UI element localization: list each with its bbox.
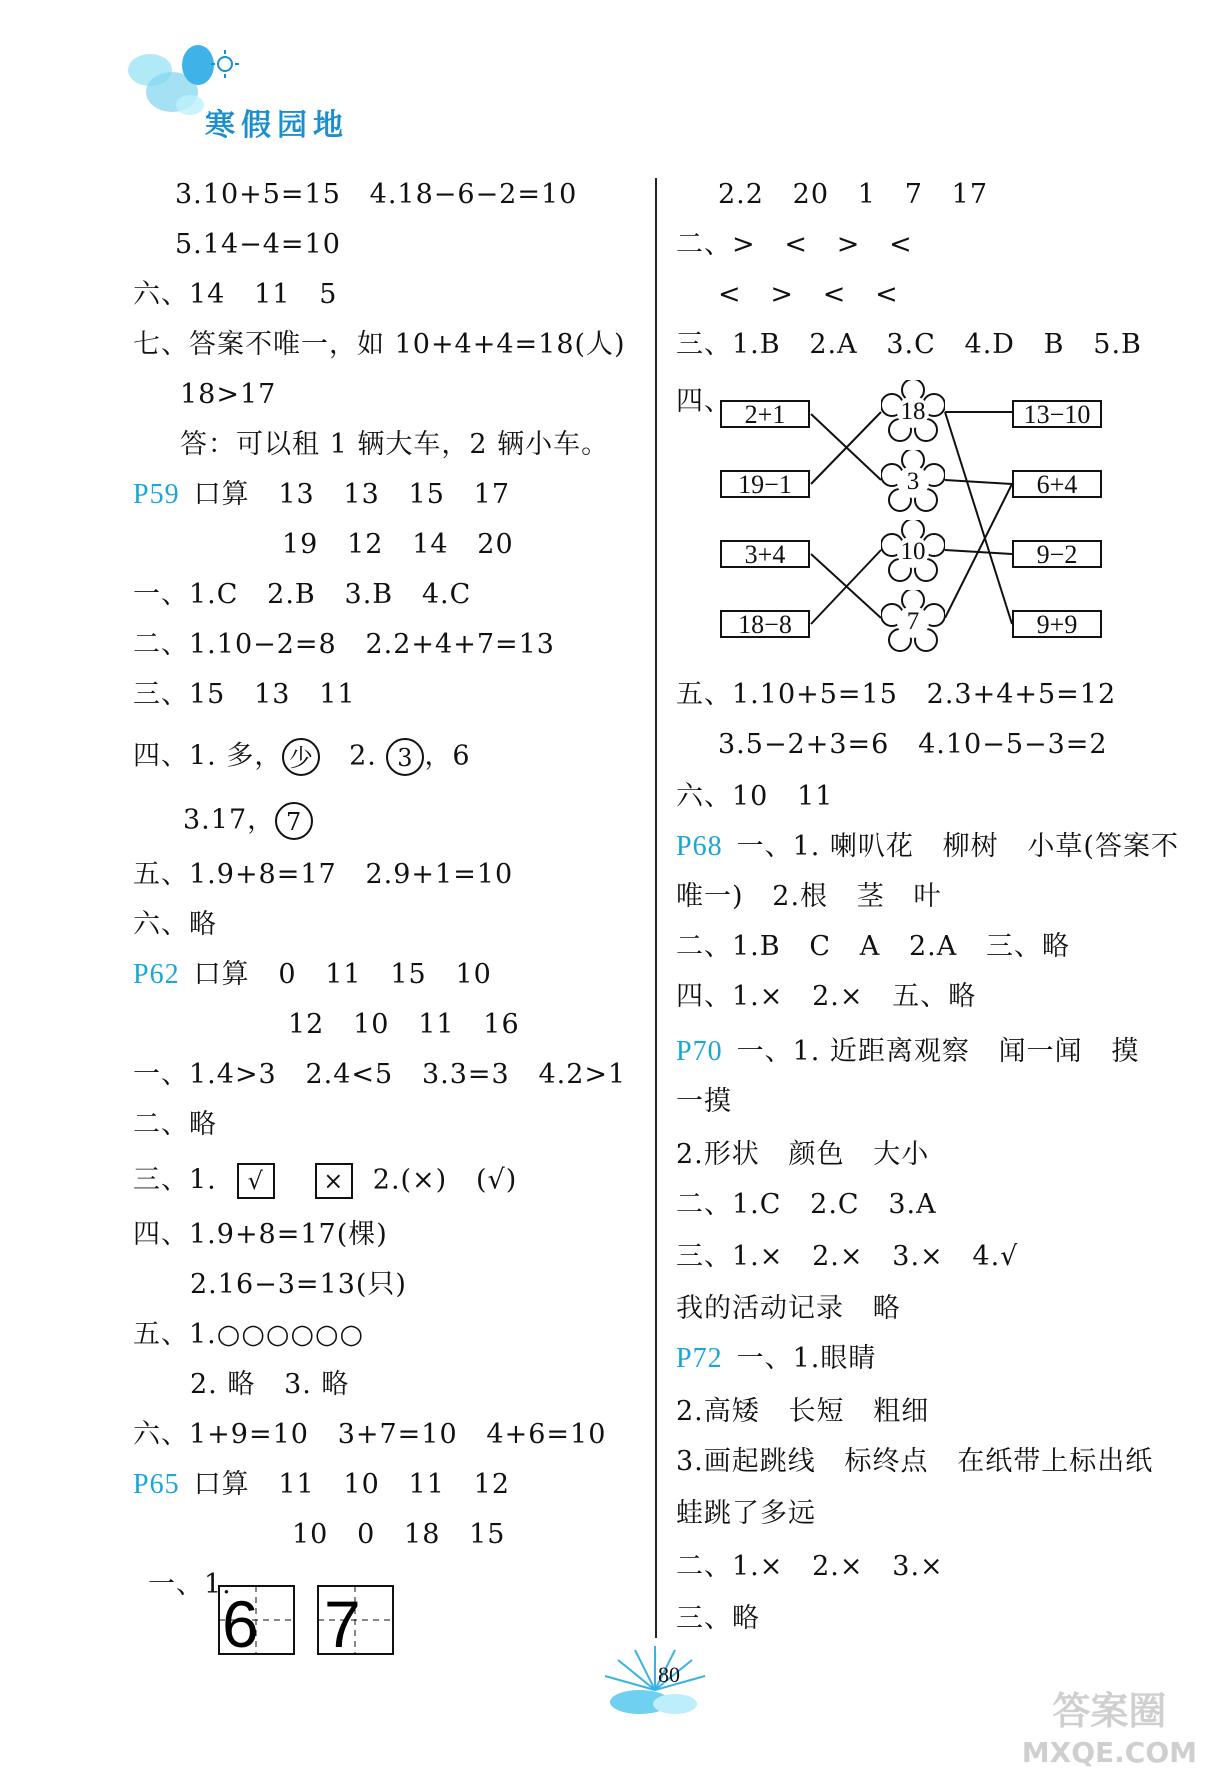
- answer-line: 二、1.B C A 2.A 三、略: [676, 931, 1071, 962]
- writing-grid: [218, 1585, 398, 1655]
- digit-seven: 7: [324, 1587, 361, 1655]
- answer-line: P62 口算 0 11 15 10: [133, 959, 492, 990]
- answer-line: 3.画起跳线 标终点 在纸带上标出纸: [676, 1446, 1154, 1477]
- circled-answer: 7: [275, 802, 313, 840]
- page-ref: P68: [676, 831, 723, 862]
- expression-box: 18−8: [720, 610, 810, 638]
- answer-line: 四、1. 多， 少 2. 3 ，6: [133, 738, 471, 776]
- answer-line: 三、1.× 2.× 3.× 4.√: [676, 1241, 1019, 1272]
- answer-line: 唯一) 2.根 茎 叶: [676, 881, 942, 912]
- page-ref: P70: [676, 1036, 723, 1067]
- expression-box: 13−10: [1012, 400, 1102, 428]
- answer-line: 答：可以租 1 辆大车，2 辆小车。: [180, 429, 610, 460]
- answer-line: 二、1.C 2.C 3.A: [676, 1189, 937, 1220]
- answer-line: 一、1.C 2.B 3.B 4.C: [133, 579, 472, 610]
- answer-line: 四、1.× 2.× 五、略: [676, 981, 977, 1012]
- expression-box: 9−2: [1012, 540, 1102, 568]
- answer-line: 三、1.B 2.A 3.C 4.D B 5.B: [676, 329, 1142, 360]
- page-number: 80: [658, 1662, 680, 1687]
- answer-line: 3.5−2+3=6 4.10−5−3=2: [718, 729, 1108, 760]
- answer-line: 12 10 11 16: [288, 1009, 520, 1040]
- circled-answer: 3: [386, 738, 424, 776]
- answer-line: 三、1. √ × 2.(×) (√): [133, 1163, 517, 1199]
- answer-line: 六、略: [133, 909, 217, 940]
- flower-icon: 3: [881, 450, 945, 514]
- flower-icon: 10: [881, 520, 945, 584]
- answer-line: 10 0 18 15: [292, 1519, 506, 1550]
- answer-line: 六、10 11: [676, 781, 834, 812]
- answer-line: 2.形状 颜色 大小: [676, 1139, 930, 1170]
- answer-line: 我的活动记录 略: [676, 1293, 901, 1324]
- answer-line: 二、1.10−2=8 2.2+4+7=13: [133, 629, 555, 660]
- answer-line: 蛙跳了多远: [676, 1498, 816, 1529]
- answer-line: 二、1.× 2.× 3.×: [676, 1551, 944, 1582]
- answer-line: 二、> < > <: [676, 229, 913, 260]
- page-ref: P62: [133, 959, 180, 990]
- expression-box: 3+4: [720, 540, 810, 568]
- answer-line: 四、: [676, 386, 732, 417]
- digit-six: 6: [222, 1587, 259, 1655]
- answer-line: 一摸: [676, 1086, 732, 1117]
- answer-line: 3.10+5=15 4.18−6−2=10: [175, 179, 578, 210]
- answer-line: 四、1.9+8=17(棵): [133, 1219, 388, 1250]
- expression-box: 6+4: [1012, 470, 1102, 498]
- answer-line: 2.高矮 长短 粗细: [676, 1396, 930, 1427]
- cross-box: ×: [315, 1163, 353, 1199]
- expression-box: 9+9: [1012, 610, 1102, 638]
- answer-line: 五、1.○○○○○○: [133, 1319, 365, 1350]
- answer-line: 5.14−4=10: [175, 229, 341, 260]
- page-ref: P65: [133, 1469, 180, 1500]
- flower-icon: 18: [881, 380, 945, 444]
- matching-lines: [0, 0, 1215, 700]
- answer-line: 2.16−3=13(只): [190, 1269, 407, 1300]
- flower-icon: 7: [881, 590, 945, 654]
- check-box: √: [237, 1163, 275, 1199]
- answer-line: 3.17， 7: [183, 802, 313, 840]
- answer-line: 五、1.10+5=15 2.3+4+5=12: [676, 679, 1117, 710]
- sun-ornament-icon: [580, 1640, 730, 1720]
- answer-line: P59 口算 13 13 15 17: [133, 479, 510, 510]
- answer-line: 2. 略 3. 略: [190, 1369, 350, 1400]
- answer-line: 三、15 13 11: [133, 679, 356, 710]
- answer-line: 二、略: [133, 1109, 217, 1140]
- answer-line: 七、答案不唯一，如 10+4+4=18(人): [133, 329, 626, 360]
- answer-line: 六、1+9=10 3+7=10 4+6=10: [133, 1419, 607, 1450]
- expression-box: 19−1: [720, 470, 810, 498]
- answer-line: 2.2 20 1 7 17: [718, 179, 988, 210]
- page-ref: P72: [676, 1343, 723, 1374]
- answer-line: < > < <: [718, 279, 899, 310]
- answer-line: P68 一、1. 喇叭花 柳树 小草(答案不: [676, 831, 1179, 862]
- answer-line: 一、1.4>3 2.4<5 3.3=3 4.2>1: [133, 1059, 627, 1090]
- answer-line: P70 一、1. 近距离观察 闻一闻 摸: [676, 1036, 1140, 1067]
- answer-line: 一、1.: [148, 1569, 232, 1600]
- answer-line: 五、1.9+8=17 2.9+1=10: [133, 859, 514, 890]
- answer-line: 19 12 14 20: [282, 529, 514, 560]
- header-title: 寒假园地: [205, 108, 349, 143]
- expression-box: 2+1: [720, 400, 810, 428]
- watermark: 答案圈 MXQE.COM: [1021, 1689, 1197, 1769]
- answer-line: 三、略: [676, 1603, 760, 1634]
- answer-line: 18>17: [180, 379, 277, 410]
- answer-line: P65 口算 11 10 11 12: [133, 1469, 510, 1500]
- circled-answer: 少: [282, 738, 320, 776]
- answer-line: P72 一、1.眼睛: [676, 1343, 877, 1374]
- page-ref: P59: [133, 479, 180, 510]
- answer-line: 六、14 11 5: [133, 279, 338, 310]
